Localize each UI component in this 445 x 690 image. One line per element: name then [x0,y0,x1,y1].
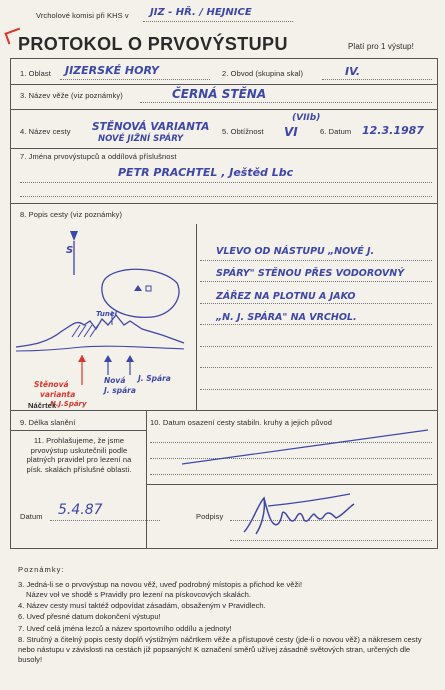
note-item-4: 6. Uveď přesné datum dokončení výstupu! [18,612,161,621]
datum-value: 12.3.1987 [362,124,424,137]
oblast-value: JIZERSKÉ HORY [65,64,159,77]
obtiznost-label: 5. Obtížnost [222,127,264,136]
sketch-label: Náčrtek [28,401,57,410]
slaneni-label: 9. Délka slanění [20,418,76,427]
sketch-north-label: S [66,245,74,256]
sketch-stenova-label: Stěnová [34,380,69,389]
signature [238,484,358,544]
osazeni-label: 10. Datum osazení cesty stabiln. kruhy a jejich původ [150,418,333,427]
popis-line-2: SPÁRY" STĚNOU PŘES VODOROVNÝ [216,268,405,279]
datum-label: 6. Datum [320,127,352,136]
prohlaseni-label: 11. Prohlašujeme, že jsme prvovýstup uskutečnili podle platných pravidel pro lezení na písk. skalách příslušné oblasti. [26,436,132,474]
note-item-6: 8. Stručný a čitelný popis cesty doplň výstižným náčrtkem věže a přístupové cesty (jde-li o novou věž) a nákresem cesty nebo nástupu v závislosti na cestách již popsaných! K označení směrů užívej zásadně světových stran, určených dle busoly! [18,635,422,664]
note-item-3: 4. Název cesty musí taktéž odpovídat zásadám, obsaženým v Pravidlech. [18,601,266,610]
obtiznost-value: VI [284,125,298,139]
datum2-value: 5.4.87 [58,502,103,518]
popis-label: 8. Popis cesty (viz poznámky) [20,210,123,219]
obtiznost-extra: (VIIb) [292,113,321,123]
sketch-jspara-label: J. spára [104,386,136,395]
note-item-5: 7. Uveď celá jména lezců a název sportovního oddílu a jednoty! [18,624,232,633]
cesta-value-1: STĚNOVÁ VARIANTA [92,121,210,133]
vez-value: ČERNÁ STĚNA [172,87,267,101]
jmena-value: PETR PRACHTEL , Ještěd Lbc [118,166,294,179]
valid-note: Platí pro 1 výstup! [348,42,414,51]
datum2-label: Datum [20,512,43,521]
vez-label: 3. Název věže (viz poznámky) [20,91,123,100]
commission-value: JIZ - HŘ. / HEJNICE [150,7,252,18]
sketch-jspara2-label: J. Spára [138,374,171,383]
sketch-nove-jspary-label: N.J.Spáry [50,400,87,408]
podpisy-label: Podpisy [196,512,224,521]
page-title: PROTOKOL O PRVOVÝSTUPU [18,34,288,54]
jmena-label: 7. Jména prvovýstupců a oddílová příslušnost [20,152,177,161]
note-item-2: Název voł ve shodě s Pravidly pro lezení na pískovcových skalách. [26,590,251,599]
popis-line-3: ZÁŘEZ NA PLOTNU A JAKO [216,291,356,302]
sketch-varianta-label: varianta [40,390,76,399]
popis-line-1: VLEVO OD NÁSTUPU „NOVÉ J. [216,246,375,257]
note-item-1: 3. Jedná-li se o prvovýstup na novou věž, uveď podrobný místopis a přichod ke věži! [18,580,303,589]
strike-line [180,428,430,468]
sketch-tunel-label: Tunel [96,310,117,318]
obvod-label: 2. Obvod (skupina skal) [222,69,304,78]
popis-line-4: „N. J. SPÁRA" NA VRCHOL. [216,312,357,323]
notes-heading: Poznámky: [18,565,65,574]
sketch-nova-label: Nová [104,376,126,385]
commission-label: Vrcholové komisi při KHS v [36,11,129,20]
obvod-value: IV. [345,65,361,78]
cesta-label: 4. Název cesty [20,127,71,136]
oblast-label: 1. Oblast [20,69,51,78]
cesta-value-2: NOVÉ JIŽNÍ SPÁRY [98,134,184,144]
